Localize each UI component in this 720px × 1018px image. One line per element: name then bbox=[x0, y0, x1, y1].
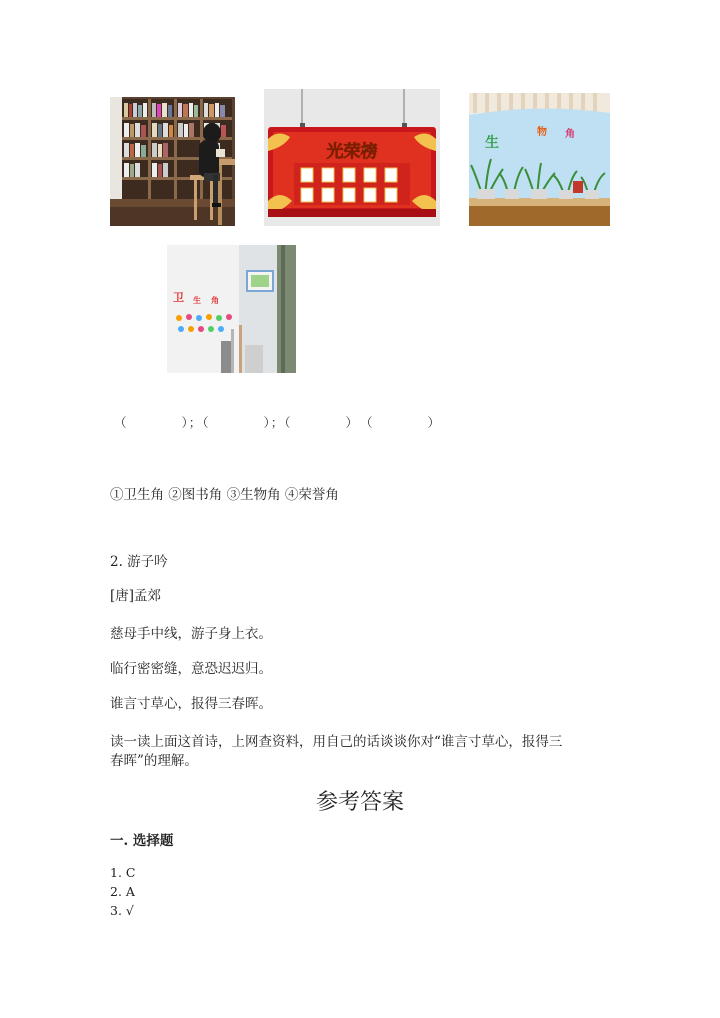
answer-blanks: （ ）；（ ）；（ ） （ ） bbox=[114, 415, 442, 430]
poem-line-2: 临行密密缝，意恐迟迟归。 bbox=[110, 661, 272, 677]
question-2-prompt-line-2: 春晖”的理解。 bbox=[110, 753, 198, 769]
answer-item-1: 1. C bbox=[110, 865, 136, 880]
hygiene-wall-char-3: 角 bbox=[211, 296, 219, 305]
biology-wall-char-1: 生 bbox=[485, 135, 499, 151]
poem-line-1: 慈母手中线，游子身上衣。 bbox=[110, 626, 272, 642]
biology-corner-photo bbox=[469, 93, 610, 226]
answer-section-title: 一. 选择题 bbox=[110, 833, 174, 849]
answer-item-3: 3. √ bbox=[110, 903, 134, 918]
honor-board-logo: 光荣榜 bbox=[326, 142, 378, 162]
answer-item-2: 2. A bbox=[110, 884, 135, 899]
options-line: ①卫生角 ②图书角 ③生物角 ④荣誉角 bbox=[110, 487, 339, 503]
question-2-title: 2. 游子吟 bbox=[110, 554, 168, 570]
library-photo bbox=[110, 97, 235, 226]
honor-board-photo bbox=[264, 89, 440, 226]
biology-wall-char-3: 角 bbox=[565, 129, 575, 140]
question-2-prompt-line-1: 读一读上面这首诗，上网查资料，用自己的话谈谈你对“谁言寸草心，报得三 bbox=[110, 734, 563, 750]
poem-line-3: 谁言寸草心，报得三春晖。 bbox=[110, 696, 272, 712]
hygiene-corner-photo bbox=[167, 245, 296, 373]
hygiene-wall-char-2: 生 bbox=[193, 296, 201, 305]
hygiene-wall-char-1: 卫 bbox=[173, 291, 184, 304]
poem-author: [唐]孟郊 bbox=[110, 588, 162, 604]
answer-key-heading: 参考答案 bbox=[315, 790, 404, 815]
biology-wall-char-2: 物 bbox=[537, 127, 547, 138]
